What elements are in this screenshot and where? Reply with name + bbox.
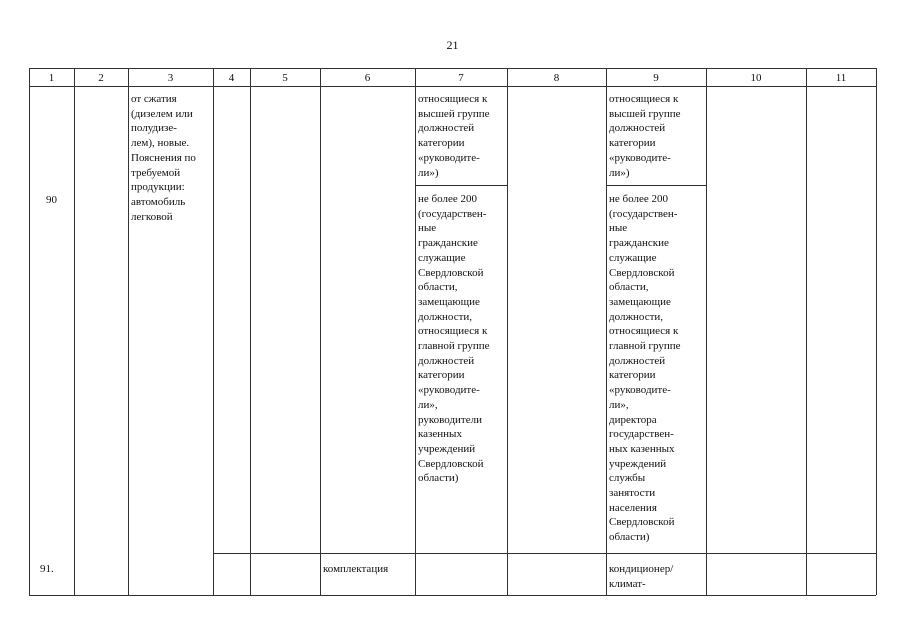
col-border-2 [128, 68, 129, 595]
col-border-3 [213, 68, 214, 595]
header-bottom-border [29, 86, 876, 87]
page-number: 21 [446, 38, 459, 52]
table-cell-row0-col9: относящиеся к высшей группе должностей категории «руководите- ли») [609, 93, 681, 179]
row-divider-col9 [606, 185, 706, 186]
table-cell-row0-col3: от сжатия (дизелем или полудизе- лем), новые. Пояснения по требуемой продукции: автомобиль легковой [131, 93, 196, 223]
table-cell-row2-col6: комплектация [323, 563, 389, 575]
col-border-5 [320, 68, 321, 595]
col-border-0 [29, 68, 30, 595]
column-header-5: 5 [282, 72, 288, 84]
col-border-6 [415, 68, 416, 595]
col-border-10 [806, 68, 807, 595]
table-cell-row1-col7: не более 200 (государствен- ные гражданские служащие Свердловской области, замещающие должности, относящиеся к главной группе должностей категории «руководите- ли», руководители казенных учреждений Свердловской области) [418, 193, 490, 485]
table-cell-row1-col1: 90 [46, 194, 57, 206]
column-header-3: 3 [167, 72, 174, 84]
column-header-11: 11 [835, 72, 847, 84]
column-header-1: 1 [48, 72, 55, 84]
table-cell-row0-col7: относящиеся к высшей группе должностей категории «руководите- ли») [418, 93, 490, 179]
col-border-1 [74, 68, 75, 595]
column-header-2: 2 [98, 72, 104, 84]
column-header-9: 9 [653, 72, 659, 84]
table-bottom-border [29, 595, 876, 596]
col-border-11 [876, 68, 877, 595]
column-header-8: 8 [553, 72, 560, 84]
table-cell-row2-col9: кондиционер/ климат- [609, 563, 674, 590]
column-header-7: 7 [458, 72, 464, 84]
col-border-8 [606, 68, 607, 595]
row-divider-91 [213, 553, 876, 554]
col-border-9 [706, 68, 707, 595]
col-border-7 [507, 68, 508, 595]
table-cell-row2-col1: 91. [40, 563, 54, 575]
column-header-6: 6 [364, 72, 371, 84]
table-cell-row1-col9: не более 200 (государствен- ные гражданские служащие Свердловской области, замещающие должности, относящиеся к главной группе должностей категории «руководите- ли», директора государствен- ных казенных учреждений службы занятости населения Свердловской области) [609, 193, 681, 544]
row-divider-col7 [415, 185, 507, 186]
col-border-4 [250, 68, 251, 595]
table-top-border [29, 68, 876, 69]
column-header-4: 4 [228, 72, 235, 84]
column-header-10: 10 [750, 72, 762, 84]
